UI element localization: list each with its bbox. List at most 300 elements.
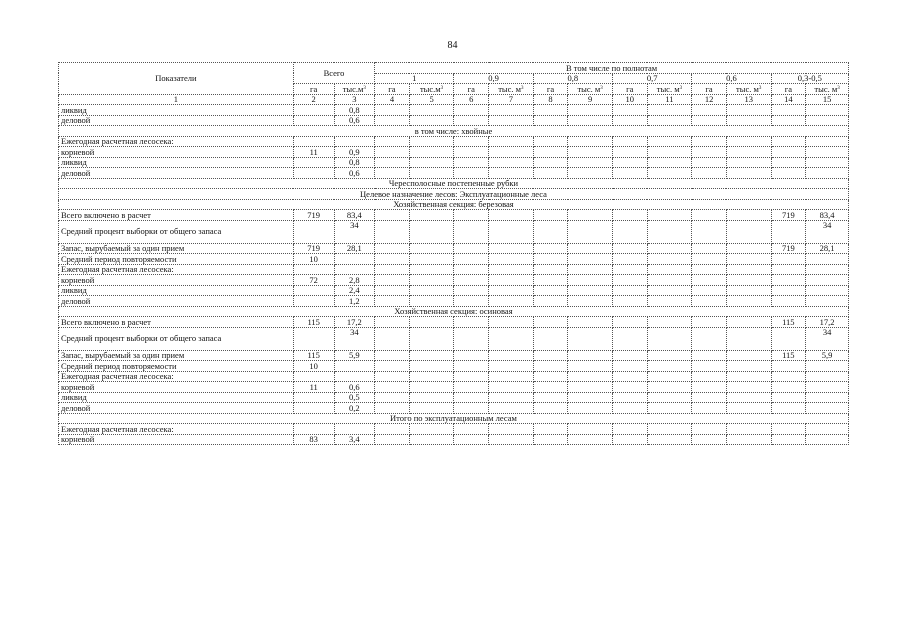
table-cell: 10 [293, 254, 334, 265]
table-cell [771, 264, 806, 275]
table-row [59, 168, 849, 179]
table-cell [533, 361, 568, 372]
table-cell [375, 327, 410, 350]
table-row [59, 105, 849, 116]
table-cell [375, 317, 410, 328]
table-cell [771, 371, 806, 382]
table-cell [489, 392, 534, 403]
row-label: Ежегодная расчетная лесосека: [59, 424, 294, 435]
table-cell [613, 392, 648, 403]
table-cell [647, 210, 692, 221]
table-cell: 115 [771, 317, 806, 328]
table-cell [692, 371, 727, 382]
table-cell [726, 136, 771, 147]
unit-volume-label: тыс. м [577, 83, 601, 94]
table-cell [771, 424, 806, 435]
row-label: Запас, вырубаемый за один прием [59, 243, 294, 254]
table-cell [489, 220, 534, 243]
table-cell [568, 254, 613, 265]
table-cell [692, 285, 727, 296]
table-row [59, 403, 849, 414]
unit-cube-sup: 3 [440, 85, 444, 91]
table-cell [409, 296, 454, 307]
table-cell [771, 434, 806, 445]
table-cell [771, 403, 806, 414]
table-cell: 34 [806, 327, 849, 350]
unit-ha-header: га [533, 84, 568, 95]
table-cell [454, 264, 489, 275]
section-row [59, 126, 849, 137]
table-cell [771, 327, 806, 350]
table-cell: 2,4 [334, 285, 375, 296]
table-cell [771, 361, 806, 372]
table-cell [375, 285, 410, 296]
table-cell [409, 403, 454, 414]
table-cell [692, 243, 727, 254]
table-cell [647, 296, 692, 307]
table-cell [613, 371, 648, 382]
table-cell [692, 434, 727, 445]
unit-ha-header: га [692, 84, 727, 95]
table-cell [489, 371, 534, 382]
table-cell [533, 403, 568, 414]
table-cell [806, 168, 849, 179]
table-cell: 34 [334, 220, 375, 243]
table-cell [375, 382, 410, 393]
table-cell [533, 424, 568, 435]
table-cell [489, 382, 534, 393]
unit-cube-sup: 3 [600, 85, 603, 91]
unit-cube-sup: 3 [679, 85, 683, 91]
table-cell [726, 275, 771, 286]
table-cell [409, 317, 454, 328]
table-cell [454, 147, 489, 158]
table-cell [692, 105, 727, 116]
table-cell [647, 243, 692, 254]
section-row [59, 306, 849, 317]
table-cell [375, 264, 410, 275]
table-row [59, 136, 849, 147]
table-cell [647, 115, 692, 126]
table-cell [409, 147, 454, 158]
table-cell [647, 371, 692, 382]
table-cell [533, 210, 568, 221]
table-cell [771, 285, 806, 296]
row-label: ликвид [59, 285, 294, 296]
table-cell: 719 [293, 243, 334, 254]
table-cell: 0,2 [334, 403, 375, 414]
section-title: Хозяйственная секция: осиновая [59, 306, 849, 317]
table-cell [375, 105, 410, 116]
table-cell [293, 403, 334, 414]
table-cell: 719 [771, 243, 806, 254]
table-cell [568, 105, 613, 116]
table-cell [726, 317, 771, 328]
table-cell [692, 264, 727, 275]
unit-volume-label: тыс. м [498, 83, 522, 94]
table-cell [568, 361, 613, 372]
table-cell [568, 210, 613, 221]
table-cell [375, 168, 410, 179]
table-cell: 72 [293, 275, 334, 286]
table-cell [613, 264, 648, 275]
table-cell [726, 210, 771, 221]
unit-cube-sup: 3 [363, 85, 366, 91]
table-cell: 83,4 [806, 210, 849, 221]
table-cell [454, 392, 489, 403]
table-cell [568, 275, 613, 286]
table-cell [692, 115, 727, 126]
table-cell [613, 168, 648, 179]
total-header: Всего [293, 63, 374, 84]
table-cell [726, 350, 771, 361]
table-cell [771, 147, 806, 158]
table-cell [568, 220, 613, 243]
table-cell: 11 [293, 147, 334, 158]
table-cell [533, 220, 568, 243]
table-cell [568, 264, 613, 275]
density-header: 0,6 [692, 73, 771, 84]
table-row [59, 210, 849, 221]
table-cell [489, 296, 534, 307]
table-cell: 34 [806, 220, 849, 243]
table-cell [568, 392, 613, 403]
table-cell [613, 327, 648, 350]
table-cell [771, 220, 806, 243]
table-cell [647, 327, 692, 350]
header-row-1 [59, 63, 849, 74]
table-cell [568, 285, 613, 296]
table-cell [806, 434, 849, 445]
table-cell [806, 115, 849, 126]
table-row [59, 264, 849, 275]
column-number: 2 [293, 94, 334, 105]
table-cell [489, 115, 534, 126]
table-cell [489, 264, 534, 275]
density-header: 0,7 [613, 73, 692, 84]
table-cell [293, 157, 334, 168]
table-cell [568, 317, 613, 328]
table-cell [375, 157, 410, 168]
table-cell [375, 350, 410, 361]
table-row [59, 275, 849, 286]
table-row [59, 285, 849, 296]
table-cell [806, 136, 849, 147]
table-cell: 115 [293, 317, 334, 328]
table-cell [726, 382, 771, 393]
table-cell [293, 392, 334, 403]
table-row [59, 327, 849, 350]
table-cell [489, 243, 534, 254]
table-cell [454, 382, 489, 393]
row-label: деловой [59, 115, 294, 126]
table-cell [454, 115, 489, 126]
table-cell [692, 157, 727, 168]
table-cell [647, 136, 692, 147]
table-cell [613, 403, 648, 414]
table-cell [375, 434, 410, 445]
table-cell [533, 254, 568, 265]
table-cell [293, 371, 334, 382]
table-cell [293, 424, 334, 435]
table-row [59, 243, 849, 254]
table-cell: 0,6 [334, 382, 375, 393]
density-header: 0,3-0,5 [771, 73, 848, 84]
table-cell [375, 147, 410, 158]
table-row [59, 424, 849, 435]
table-cell [334, 371, 375, 382]
table-cell [409, 275, 454, 286]
row-label: корневой [59, 434, 294, 445]
table-cell [647, 392, 692, 403]
table-cell [806, 275, 849, 286]
table-row [59, 115, 849, 126]
table-cell [692, 168, 727, 179]
table-cell [533, 327, 568, 350]
table-cell [806, 424, 849, 435]
table-cell [806, 157, 849, 168]
table-cell [334, 361, 375, 372]
table-cell [533, 105, 568, 116]
table-cell: 0,5 [334, 392, 375, 403]
table-cell: 3,4 [334, 434, 375, 445]
table-cell [647, 220, 692, 243]
table-cell: 34 [334, 327, 375, 350]
unit-volume-label: тыс.м [342, 83, 364, 94]
table-cell [647, 264, 692, 275]
table-cell [489, 424, 534, 435]
table-cell [533, 264, 568, 275]
section-row [59, 189, 849, 200]
unit-volume-label: тыс.м [419, 83, 441, 94]
table-cell: 719 [771, 210, 806, 221]
table-cell [568, 168, 613, 179]
column-number: 5 [409, 94, 454, 105]
allowable-cut-table [58, 62, 849, 445]
table-row [59, 361, 849, 372]
table-cell [726, 361, 771, 372]
row-label: корневой [59, 147, 294, 158]
table-cell [489, 168, 534, 179]
table-cell [692, 275, 727, 286]
section-title: Чересполосные постепенные рубки [59, 178, 849, 189]
table-cell [489, 147, 534, 158]
section-row [59, 199, 849, 210]
table-cell [647, 168, 692, 179]
table-cell [806, 392, 849, 403]
unit-ha-header: га [771, 84, 806, 95]
row-label: Всего включено в расчет [59, 210, 294, 221]
table-cell [726, 296, 771, 307]
table-cell [726, 147, 771, 158]
table-cell [409, 371, 454, 382]
table-cell [613, 424, 648, 435]
section-row [59, 413, 849, 424]
section-title: Итого по эксплуатационным лесам [59, 413, 849, 424]
table-row [59, 147, 849, 158]
table-cell [647, 157, 692, 168]
table-cell [692, 327, 727, 350]
table-cell [533, 317, 568, 328]
table-cell [409, 424, 454, 435]
table-cell [409, 105, 454, 116]
column-number: 1 [59, 94, 294, 105]
row-label: Средний процент выборки от общего запаса [59, 327, 294, 350]
table-row [59, 382, 849, 393]
table-cell [647, 361, 692, 372]
table-cell [613, 105, 648, 116]
unit-volume-header [568, 84, 613, 95]
unit-volume-label: тыс. м [814, 83, 838, 94]
table-cell [454, 350, 489, 361]
column-number: 12 [692, 94, 727, 105]
table-cell [409, 243, 454, 254]
table-row [59, 220, 849, 243]
section-title: Целевое назначение лесов: Эксплуатационные леса [59, 189, 849, 200]
column-number: 8 [533, 94, 568, 105]
table-cell [806, 361, 849, 372]
table-cell [692, 136, 727, 147]
table-cell [647, 424, 692, 435]
density-header: 0,9 [454, 73, 533, 84]
table-cell [409, 434, 454, 445]
table-cell [613, 296, 648, 307]
table-cell [647, 254, 692, 265]
table-cell [334, 254, 375, 265]
table-cell [533, 382, 568, 393]
unit-volume-header [409, 84, 454, 95]
row-label: Ежегодная расчетная лесосека: [59, 371, 294, 382]
table-cell [647, 285, 692, 296]
table-cell [806, 105, 849, 116]
unit-cube-sup: 3 [521, 85, 524, 91]
table-cell: 115 [771, 350, 806, 361]
table-cell [726, 327, 771, 350]
table-cell: 10 [293, 361, 334, 372]
table-row [59, 434, 849, 445]
table-cell [771, 392, 806, 403]
table-cell: 17,2 [806, 317, 849, 328]
table-cell [334, 264, 375, 275]
column-number: 4 [375, 94, 410, 105]
table-cell [454, 105, 489, 116]
table-cell: 11 [293, 382, 334, 393]
table-cell [726, 157, 771, 168]
table-cell [454, 254, 489, 265]
table-cell [533, 285, 568, 296]
table-cell [568, 382, 613, 393]
column-number: 7 [489, 94, 534, 105]
table-cell [613, 382, 648, 393]
table-cell [409, 115, 454, 126]
table-cell [533, 157, 568, 168]
table-cell: 0,8 [334, 157, 375, 168]
unit-volume-header [489, 84, 534, 95]
section-row [59, 178, 849, 189]
table-cell [613, 115, 648, 126]
row-label: Ежегодная расчетная лесосека: [59, 136, 294, 147]
table-cell [692, 220, 727, 243]
table-cell [692, 382, 727, 393]
table-cell [409, 285, 454, 296]
table-cell [568, 243, 613, 254]
table-cell [375, 275, 410, 286]
table-cell [647, 317, 692, 328]
table-cell: 0,6 [334, 168, 375, 179]
table-cell [647, 434, 692, 445]
table-cell [726, 168, 771, 179]
table-cell [409, 327, 454, 350]
table-cell [647, 147, 692, 158]
table-cell [454, 157, 489, 168]
table-cell [613, 220, 648, 243]
table-cell: 28,1 [334, 243, 375, 254]
table-cell [568, 327, 613, 350]
table-cell [806, 371, 849, 382]
row-label: деловой [59, 296, 294, 307]
row-label: Средний период повторяемости [59, 254, 294, 265]
table-cell [533, 371, 568, 382]
unit-volume-header [334, 84, 375, 95]
table-cell: 0,6 [334, 115, 375, 126]
table-row [59, 371, 849, 382]
table-row [59, 392, 849, 403]
table-cell [293, 285, 334, 296]
table-cell [771, 275, 806, 286]
table-cell [771, 105, 806, 116]
table-cell [293, 136, 334, 147]
table-cell [334, 136, 375, 147]
table-cell [613, 275, 648, 286]
table-cell [568, 115, 613, 126]
table-cell [293, 115, 334, 126]
table-cell [293, 296, 334, 307]
table-cell [692, 296, 727, 307]
table-cell [489, 317, 534, 328]
table-cell [375, 136, 410, 147]
table-cell [409, 382, 454, 393]
table-cell [533, 136, 568, 147]
table-cell [613, 136, 648, 147]
table-cell [771, 296, 806, 307]
table-cell [647, 403, 692, 414]
table-cell [806, 382, 849, 393]
column-number: 3 [334, 94, 375, 105]
column-number-row [59, 94, 849, 105]
table-cell [533, 296, 568, 307]
column-number: 13 [726, 94, 771, 105]
row-label: Ежегодная расчетная лесосека: [59, 264, 294, 275]
table-cell [771, 168, 806, 179]
row-label: ликвид [59, 105, 294, 116]
table-cell [375, 243, 410, 254]
column-number: 15 [806, 94, 849, 105]
table-cell [489, 105, 534, 116]
table-cell [692, 317, 727, 328]
table-cell [375, 392, 410, 403]
row-label: корневой [59, 382, 294, 393]
table-cell [647, 350, 692, 361]
table-cell [533, 168, 568, 179]
density-header: 1 [375, 73, 454, 84]
table-cell [293, 264, 334, 275]
table-cell [533, 350, 568, 361]
table-cell [454, 403, 489, 414]
density-header: 0,8 [533, 73, 612, 84]
table-row [59, 350, 849, 361]
table-cell [771, 157, 806, 168]
density-group-header: В том числе по полнотам [375, 63, 849, 74]
